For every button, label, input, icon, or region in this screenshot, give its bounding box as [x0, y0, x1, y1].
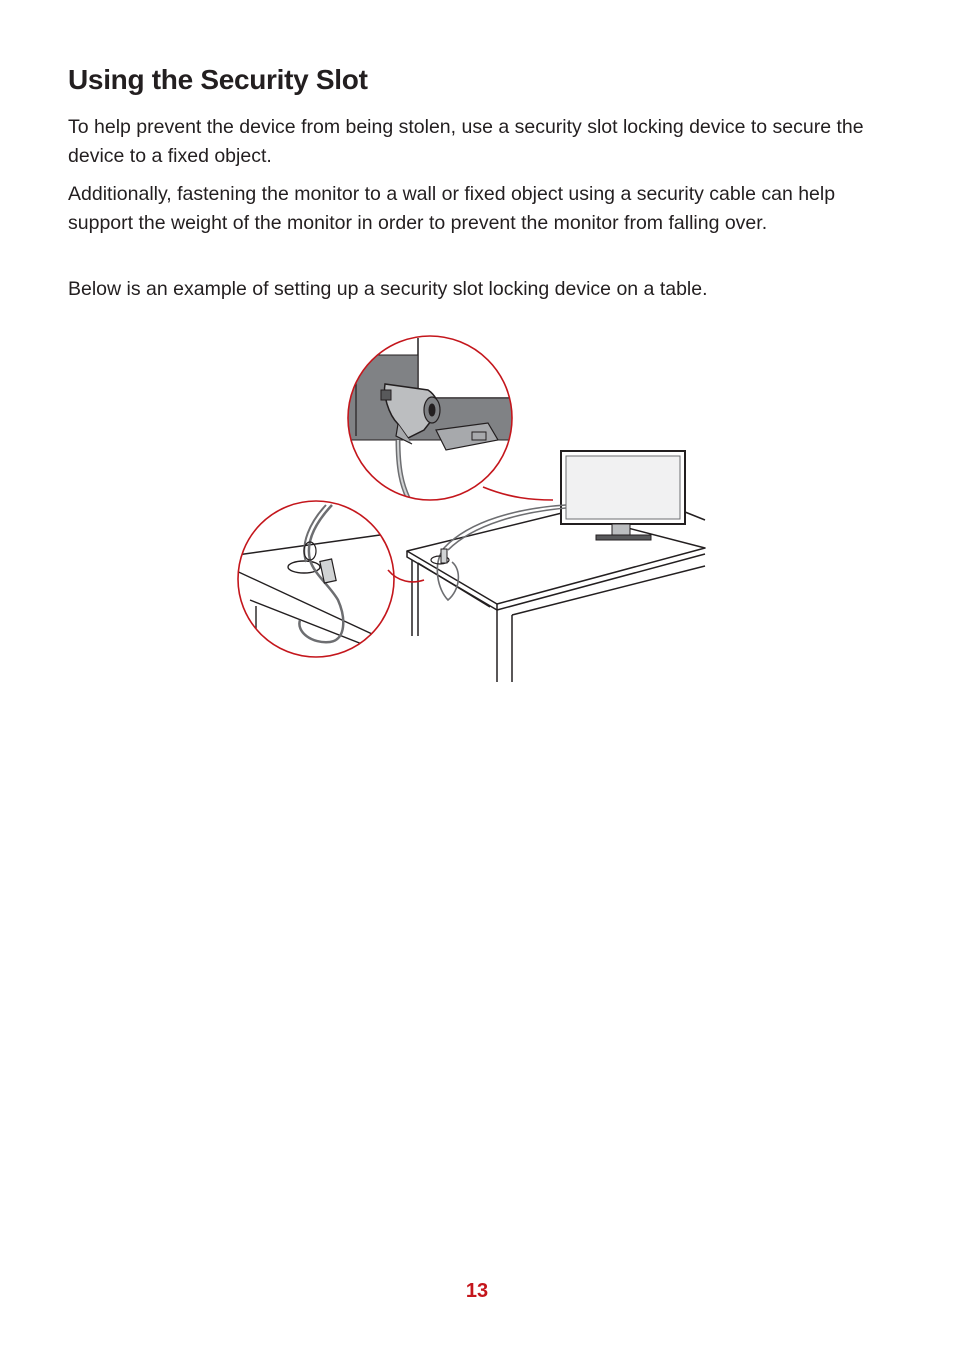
example-paragraph: Below is an example of setting up a security slot locking device on a table. — [68, 278, 708, 300]
page-number: 13 — [465, 1280, 489, 1302]
security-slot-illustration — [230, 325, 720, 690]
support-paragraph: Additionally, fastening the monitor to a wall or fixed object using a security cable can help support the weight of the monitor in order to prevent the monitor from falling over. — [68, 183, 836, 234]
page-title: Using the Security Slot — [68, 64, 368, 95]
lock-closeup-callout — [340, 336, 553, 510]
intro-paragraph: To help prevent the device from being stolen, use a security slot locking device to secure the device to a fixed object. — [68, 116, 864, 167]
table-hole-closeup-callout — [230, 501, 424, 660]
